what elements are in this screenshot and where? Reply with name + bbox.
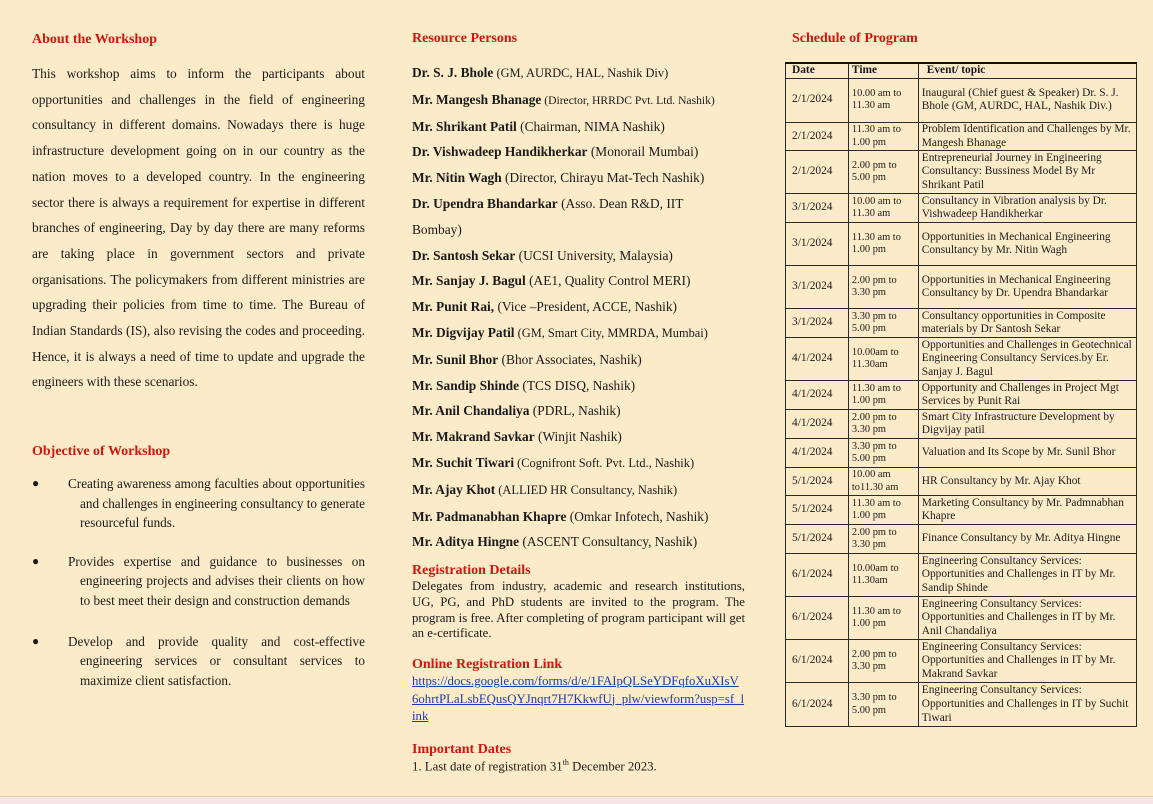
schedule-date-cell: 3/1/2024: [786, 266, 849, 309]
schedule-time-cell: 10.00am to 11.30am: [848, 554, 918, 597]
bullet-icon: ●: [32, 476, 40, 490]
schedule-event-cell: Consultancy in Vibration analysis by Dr. Vishwadeep Handikherkar: [918, 194, 1136, 223]
schedule-time-cell: 11.30 am to 1.00 pm: [848, 122, 918, 151]
resource-person: Mr. Ajay Khot (ALLIED HR Consultancy, Nashik): [412, 481, 678, 497]
schedule-date-cell: 6/1/2024: [786, 640, 849, 683]
schedule-event-cell: Opportunities in Mechanical Engineering Consultancy by Dr. Upendra Bhandarkar: [918, 266, 1136, 309]
resource-person: Mr. Padmanabhan Khapre (Omkar Infotech, Nashik): [412, 508, 709, 524]
schedule-date-cell: 4/1/2024: [786, 410, 849, 439]
resource-person: Dr. Upendra Bhandarkar (Asso. Dean R&D, IIT Bombay): [412, 195, 684, 237]
schedule-time-cell: 2.00 pm to 3.30 pm: [848, 525, 918, 554]
schedule-row: [786, 554, 1137, 597]
schedule-event-cell: Valuation and Its Scope by Mr. Sunil Bhor: [918, 439, 1136, 468]
schedule-row: [786, 122, 1137, 151]
column-header-date: Date: [786, 63, 849, 78]
schedule-row: [786, 640, 1137, 683]
schedule-row: [786, 410, 1137, 439]
schedule-date-cell: 4/1/2024: [786, 338, 849, 381]
schedule-event-cell: Engineering Consultancy Services: Opportunities and Challenges in IT by Mr. Makrand Savkar: [918, 640, 1136, 683]
schedule-table: [785, 62, 1137, 727]
resource-person: Mr. Sunil Bhor (Bhor Associates, Nashik): [412, 351, 642, 367]
registration-heading: Registration Details: [412, 563, 531, 578]
schedule-time-cell: 10.00 am to 11.30 am: [848, 194, 918, 223]
schedule-row: [786, 223, 1137, 266]
schedule-row: [786, 468, 1137, 496]
schedule-header-row: [786, 63, 1137, 78]
schedule-event-cell: Opportunity and Challenges in Project Mgt Services by Punit Rai: [918, 381, 1136, 410]
schedule-event-cell: Engineering Consultancy Services: Opportunities and Challenges in IT by Mr. Sandip Shinde: [918, 554, 1136, 597]
schedule-date-cell: 5/1/2024: [786, 525, 849, 554]
column-header-time: Time: [848, 63, 918, 78]
resource-person: Mr. Makrand Savkar (Winjit Nashik): [412, 429, 622, 445]
important-date-item: 1. Last date of registration 31th December 2023.: [412, 758, 657, 774]
schedule-event-cell: Finance Consultancy by Mr. Aditya Hingne: [918, 525, 1136, 554]
schedule-event-cell: Engineering Consultancy Services: Opportunities and Challenges in IT by Suchit Tiwari: [918, 683, 1136, 727]
schedule-row: [786, 194, 1137, 223]
schedule-time-cell: 2.00 pm to 3.30 pm: [848, 640, 918, 683]
resource-person: Mr. Digvijay Patil (GM, Smart City, MMRDA, Mumbai): [412, 324, 708, 340]
schedule-time-cell: 3.30 pm to 5.00 pm: [848, 439, 918, 468]
objective-list: [32, 474, 365, 690]
resource-person: Mr. Suchit Tiwari (Cognifront Soft. Pvt. Ltd., Nashik): [412, 454, 695, 470]
schedule-body: [786, 78, 1137, 727]
schedule-date-cell: 5/1/2024: [786, 468, 849, 496]
schedule-event-cell: HR Consultancy by Mr. Ajay Khot: [918, 468, 1136, 496]
schedule-row: [786, 266, 1137, 309]
schedule-row: [786, 381, 1137, 410]
resource-person: Mr. Sanjay J. Bagul (AE1, Quality Control MERI): [412, 273, 691, 289]
schedule-date-cell: 4/1/2024: [786, 381, 849, 410]
resource-person: Mr. Aditya Hingne (ASCENT Consultancy, Nashik): [412, 534, 698, 550]
schedule-time-cell: 10.00 am to11.30 am: [848, 468, 918, 496]
registration-link[interactable]: https://docs.google.com/forms/d/e/1FAIpQLSeYDFqfoXuXIsV6ohrtPLaLsbEQusQYJnqrt7H7KkwfUj_plw/viewform?usp=sf_link: [412, 674, 745, 723]
bullet-icon: ●: [32, 633, 40, 648]
schedule-date-cell: 5/1/2024: [786, 496, 849, 525]
resource-person: Mr. Sandip Shinde (TCS DISQ, Nashik): [412, 377, 636, 393]
schedule-date-cell: 6/1/2024: [786, 554, 849, 597]
about-text: This workshop aims to inform the participants about opportunities and challenges in the field of engineering consultancy in different domains. Nowadays there is huge infrastructure development going on in our country as the nation moves to a developed country. In the engineering sector there is always a requirement for expertise in different branches of engineering, Day by day there are many reforms are taking place in government sectors and private organisations. The policymakers from different ministries are upgrading their policies from time to time. The Bureau of Indian Standards (IS), also revising the codes and proceeding. Hence, it is always a need of time to update and upgrade the engineers with these scenarios.: [32, 66, 365, 390]
schedule-row: [786, 338, 1137, 381]
about-heading: About the Workshop: [32, 32, 158, 47]
bullet-icon: ●: [32, 553, 40, 568]
online-registration-heading: Online Registration Link: [412, 657, 563, 672]
resource-person: Mr. Mangesh Bhanage (Director, HRRDC Pvt. Ltd. Nashik): [412, 91, 715, 107]
schedule-date-cell: 3/1/2024: [786, 309, 849, 338]
resource-person: Dr. S. J. Bhole (GM, AURDC, HAL, Nashik Div): [412, 65, 669, 80]
schedule-date-cell: 4/1/2024: [786, 439, 849, 468]
schedule-time-cell: 11.30 am to 1.00 pm: [848, 496, 918, 525]
schedule-date-cell: 2/1/2024: [786, 78, 849, 122]
schedule-time-cell: 2.00 pm to 3.30 pm: [848, 266, 918, 309]
schedule-event-cell: Smart City Infrastructure Development by Digvijay patil: [918, 410, 1136, 439]
schedule-event-cell: Entrepreneurial Journey in Engineering Consultancy: Bussiness Model By Mr Shrikant Patil: [918, 151, 1136, 194]
resource-persons-list: [412, 60, 752, 555]
important-dates-heading: Important Dates: [412, 742, 512, 757]
schedule-date-cell: 2/1/2024: [786, 151, 849, 194]
schedule-time-cell: 2.00 pm to 3.30 pm: [848, 410, 918, 439]
resource-person: Mr. Nitin Wagh (Director, Chirayu Mat-Tech Nashik): [412, 170, 705, 186]
schedule-heading: Schedule of Program: [792, 31, 918, 46]
schedule-date-cell: 3/1/2024: [786, 223, 849, 266]
schedule-event-cell: Engineering Consultancy Services: Opportunities and Challenges in IT by Mr. Anil Chandaliya: [918, 597, 1136, 640]
resource-person: Mr. Shrikant Patil (Chairman, NIMA Nashik): [412, 118, 665, 134]
schedule-date-cell: 2/1/2024: [786, 122, 849, 151]
resource-person: Dr. Santosh Sekar (UCSI University, Malaysia): [412, 247, 673, 263]
schedule-row: [786, 78, 1137, 122]
schedule-event-cell: Marketing Consultancy by Mr. Padmnabhan Khapre: [918, 496, 1136, 525]
objective-item: ● Develop and provide quality and cost-effective engineering services or consultant services to maximize client satisfaction.: [32, 633, 365, 688]
objective-item: ● Provides expertise and guidance to businesses on engineering projects and advises their clients on how to best meet their design and construction demands: [32, 553, 365, 608]
registration-text: Delegates from industry, academic and research institutions, UG, PG, and PhD students are invited to the program. The program is free. After completing of program participant will get an e-certificate.: [412, 579, 745, 641]
schedule-event-cell: Consultancy opportunities in Composite materials by Dr Santosh Sekar: [918, 309, 1136, 338]
schedule-row: [786, 439, 1137, 468]
schedule-row: [786, 496, 1137, 525]
objective-heading: Objective of Workshop: [32, 444, 171, 459]
schedule-time-cell: 3.30 pm to 5.00 pm: [848, 683, 918, 727]
schedule-time-cell: 2.00 pm to 5.00 pm: [848, 151, 918, 194]
schedule-event-cell: Inaugural (Chief guest & Speaker) Dr. S. J. Bhole (GM, AURDC, HAL, Nashik Div.): [918, 78, 1136, 122]
schedule-event-cell: Opportunities and Challenges in Geotechnical Engineering Consultancy Services.by Er. Sanjay J. Bagul: [918, 338, 1136, 381]
bottom-strip: [0, 797, 1153, 804]
schedule-time-cell: 10.00 am to 11.30 am: [848, 78, 918, 122]
schedule-time-cell: 11.30 am to 1.00 pm: [848, 597, 918, 640]
schedule-row: [786, 151, 1137, 194]
schedule-time-cell: 11.30 am to 1.00 pm: [848, 223, 918, 266]
resource-heading: Resource Persons: [412, 31, 518, 46]
schedule-date-cell: 6/1/2024: [786, 597, 849, 640]
schedule-time-cell: 10.00am to 11.30am: [848, 338, 918, 381]
schedule-time-cell: 11.30 am to 1.00 pm: [848, 381, 918, 410]
schedule-date-cell: 3/1/2024: [786, 194, 849, 223]
schedule-row: [786, 309, 1137, 338]
schedule-row: [786, 597, 1137, 640]
schedule-date-cell: 6/1/2024: [786, 683, 849, 727]
resource-person: Mr. Anil Chandaliya (PDRL, Nashik): [412, 403, 621, 419]
schedule-row: [786, 683, 1137, 727]
schedule-event-cell: Problem Identification and Challenges by Mr. Mangesh Bhanage: [918, 122, 1136, 151]
objective-item: ● Creating awareness among faculties about opportunities and challenges in engineering consultancy to generate resourceful funds.: [32, 476, 365, 531]
schedule-event-cell: Opportunities in Mechanical Engineering Consultancy by Mr. Nitin Wagh: [918, 223, 1136, 266]
resource-person: Mr. Punit Rai, (Vice –President, ACCE, Nashik): [412, 299, 678, 315]
column-header-event: Event/ topic: [918, 63, 1136, 78]
schedule-time-cell: 3.30 pm to 5.00 pm: [848, 309, 918, 338]
schedule-row: [786, 525, 1137, 554]
resource-person: Dr. Vishwadeep Handikherkar (Monorail Mumbai): [412, 144, 699, 160]
